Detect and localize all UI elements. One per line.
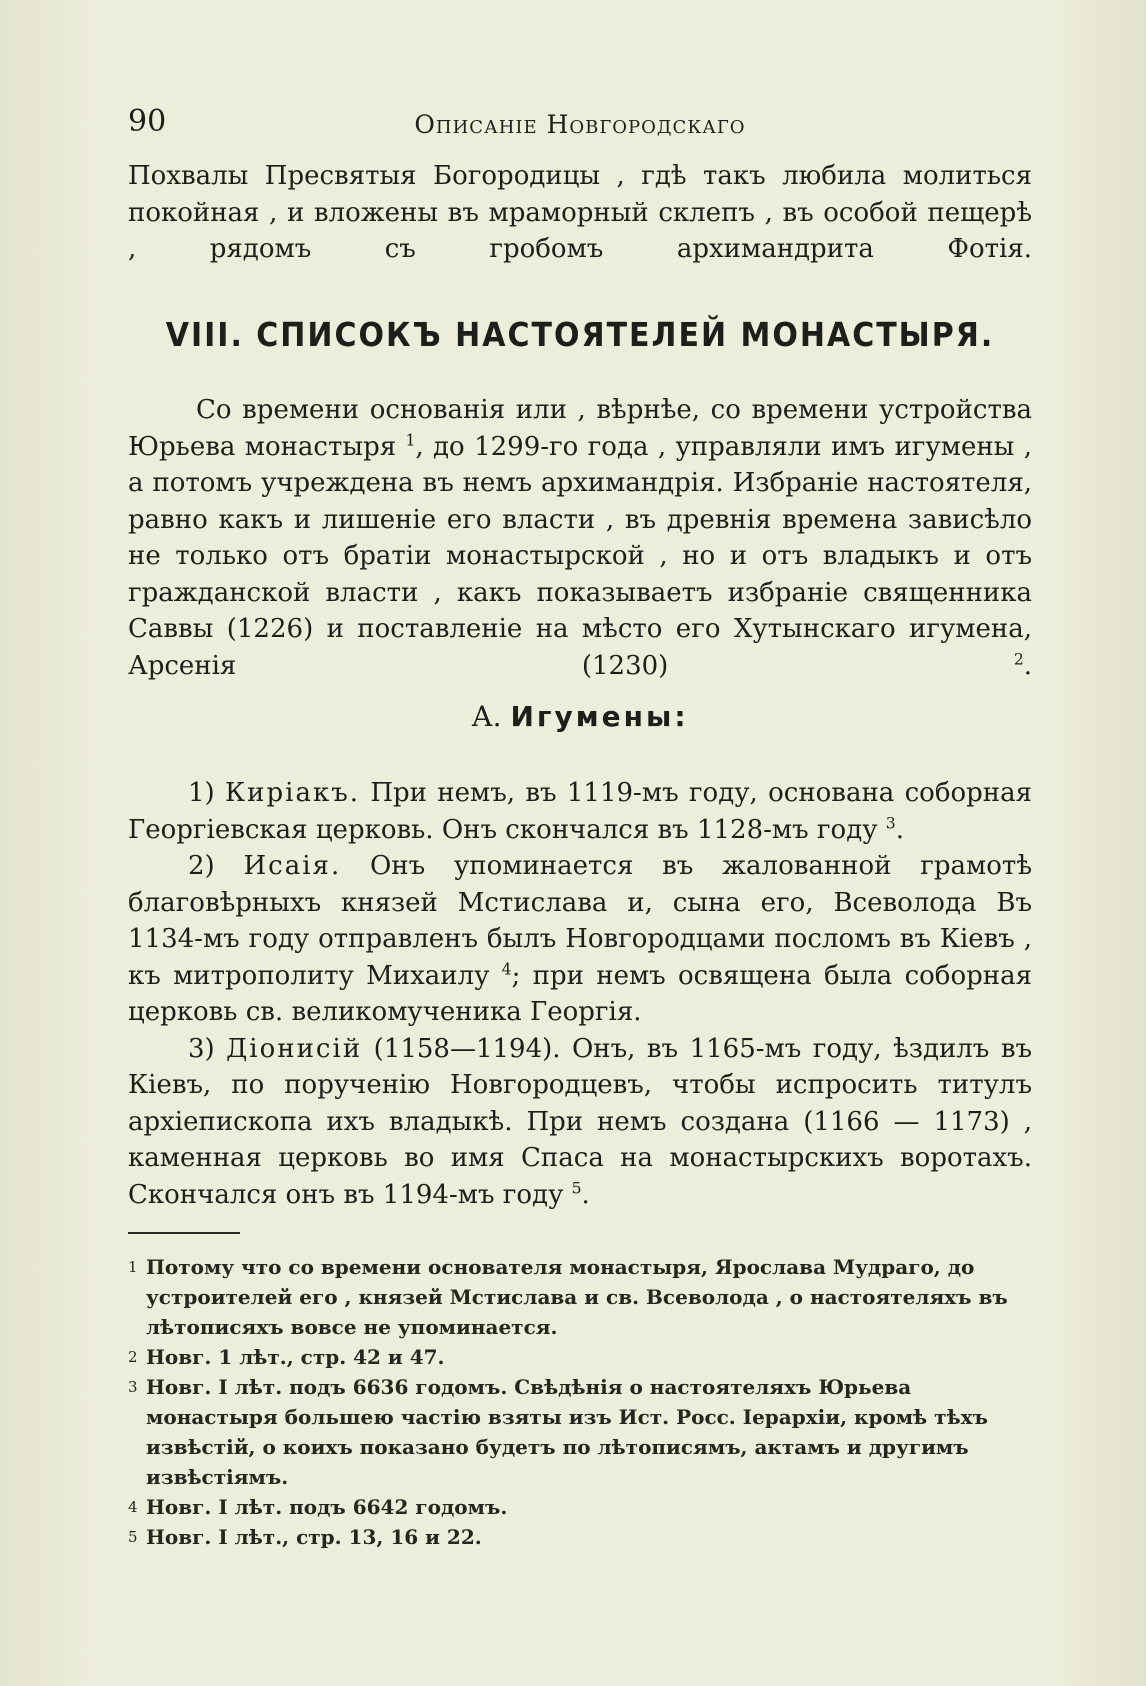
footnote bbox=[128, 1492, 1018, 1522]
footnote-ref-5: 5 bbox=[571, 1179, 582, 1198]
list-item bbox=[128, 1031, 1032, 1214]
footnote-mark: 4 bbox=[128, 1498, 138, 1516]
entry-text: (1158—1194). Онъ, въ 1165-мъ году, ѣздилъ въ Кіевъ, по порученію Новгородцевъ, чтобы испросить титулъ архіепископа ихъ владыкѣ. При немъ создана (1166 — 1173) , каменная церковь во имя Спаса на монастырскихъ воротахъ. Скончался онъ въ 1194-мъ году bbox=[128, 1033, 1033, 1210]
footnote-text: Новг. I лѣт. подъ 6636 годомъ. Свѣдѣнія о настоятеляхъ Юрьева монастыря большею частію взяты изъ Ист. Росс. Іерархіи, кромѣ тѣхъ извѣстій, о коихъ показано будетъ по лѣтописямъ, актамъ и другимъ извѣстіямъ. bbox=[146, 1375, 988, 1489]
page-number: 90 bbox=[128, 104, 167, 139]
footnote-ref-1: 1 bbox=[405, 431, 416, 450]
abbot-list bbox=[128, 775, 1032, 1213]
paragraph-intro-text-2: , до 1299-го года , управляли имъ игумены , а потомъ учреждена въ немъ архимандрія. Избраніе настоятеля, равно какъ и лишеніе его власти , въ древнія времена зависѣло не только отъ братіи монастырской , но и отъ владыкъ и отъ гражданской власти , какъ показываетъ избраніе священника Саввы (1226) и поставленіе на мѣсто его Хутынскаго игумена, Арсенія (1230) bbox=[128, 431, 1032, 681]
footnote-ref-4: 4 bbox=[501, 960, 512, 979]
footnote bbox=[128, 1252, 1018, 1342]
subsection-heading bbox=[128, 700, 1032, 733]
footnote-ref-2: 2 bbox=[1013, 650, 1024, 669]
entry-text: При немъ, въ 1119-мъ году, основана соборная Георгіевская церковь. Онъ скончался въ 1128-мъ году bbox=[128, 778, 1033, 845]
footnotes bbox=[128, 1252, 1018, 1552]
page-header bbox=[128, 104, 1032, 144]
footnote-divider bbox=[128, 1232, 240, 1234]
footnote-text: Новг. I лѣт. подъ 6642 годомъ. bbox=[146, 1495, 508, 1519]
entry-number: 1) bbox=[188, 778, 215, 808]
running-title: Описаніе Новгородскаго bbox=[414, 110, 746, 139]
footnote-mark: 3 bbox=[128, 1378, 138, 1396]
entry-number: 3) bbox=[188, 1033, 215, 1064]
entry-number: 2) bbox=[188, 851, 215, 881]
footnote bbox=[128, 1522, 1018, 1552]
entry-name: Киріакъ. bbox=[225, 778, 360, 808]
list-item bbox=[128, 775, 1032, 848]
entry-text-end: . bbox=[895, 814, 904, 845]
entry-text-end: . bbox=[581, 1179, 590, 1210]
footnote bbox=[128, 1372, 1018, 1492]
footnote-mark: 2 bbox=[128, 1348, 138, 1366]
footnote-mark: 5 bbox=[128, 1528, 138, 1546]
paragraph-continuation: Похвалы Пресвятыя Богородицы , гдѣ такъ любила молиться покойная , и вложены въ мраморный склепъ , въ особой пещерѣ , рядомъ съ гробомъ архимандрита Фотія. bbox=[128, 161, 1032, 264]
entry-name: Исаія. bbox=[243, 851, 342, 881]
subsection-letter: А. bbox=[471, 700, 502, 733]
footnote-text: Новг. 1 лѣт., стр. 42 и 47. bbox=[146, 1345, 445, 1369]
paragraph-intro-text-1: Со времени основанія или , вѣрнѣе, со времени устройства Юрьева монастыря bbox=[128, 395, 1032, 462]
entry-text-end: ; при немъ освящена была соборная церковь св. великомученика Георгія. bbox=[128, 960, 1032, 1027]
entry-text: Онъ упоминается въ жалованной грамотѣ благовѣрныхъ князей Мстислава и, сына его, Всеволода Въ 1134-мъ году отправленъ былъ Новгородцами посломъ въ Кіевъ , къ митрополиту Михаилу bbox=[128, 851, 1032, 991]
subsection-title: Игумены: bbox=[510, 700, 689, 733]
footnote-ref-3: 3 bbox=[885, 814, 896, 833]
footnote bbox=[128, 1342, 1018, 1372]
footnote-text: Потому что со времени основателя монастыря, Ярослава Мудраго, до устроителей его , князей Мстислава и св. Всеволода , о настоятеляхъ въ лѣтописяхъ вовсе не упоминается. bbox=[146, 1255, 1008, 1339]
list-item bbox=[128, 848, 1032, 1031]
entry-name: Діонисій bbox=[226, 1033, 363, 1064]
footnote-text: Новг. I лѣт., стр. 13, 16 и 22. bbox=[146, 1525, 482, 1549]
footnote-mark: 1 bbox=[128, 1258, 138, 1276]
paragraph-intro bbox=[128, 392, 1032, 684]
section-heading: VIII. СПИСОКЪ НАСТОЯТЕЛЕЙ МОНАСТЫРЯ. bbox=[165, 316, 995, 355]
paragraph-intro-text-3: . bbox=[1023, 650, 1032, 681]
